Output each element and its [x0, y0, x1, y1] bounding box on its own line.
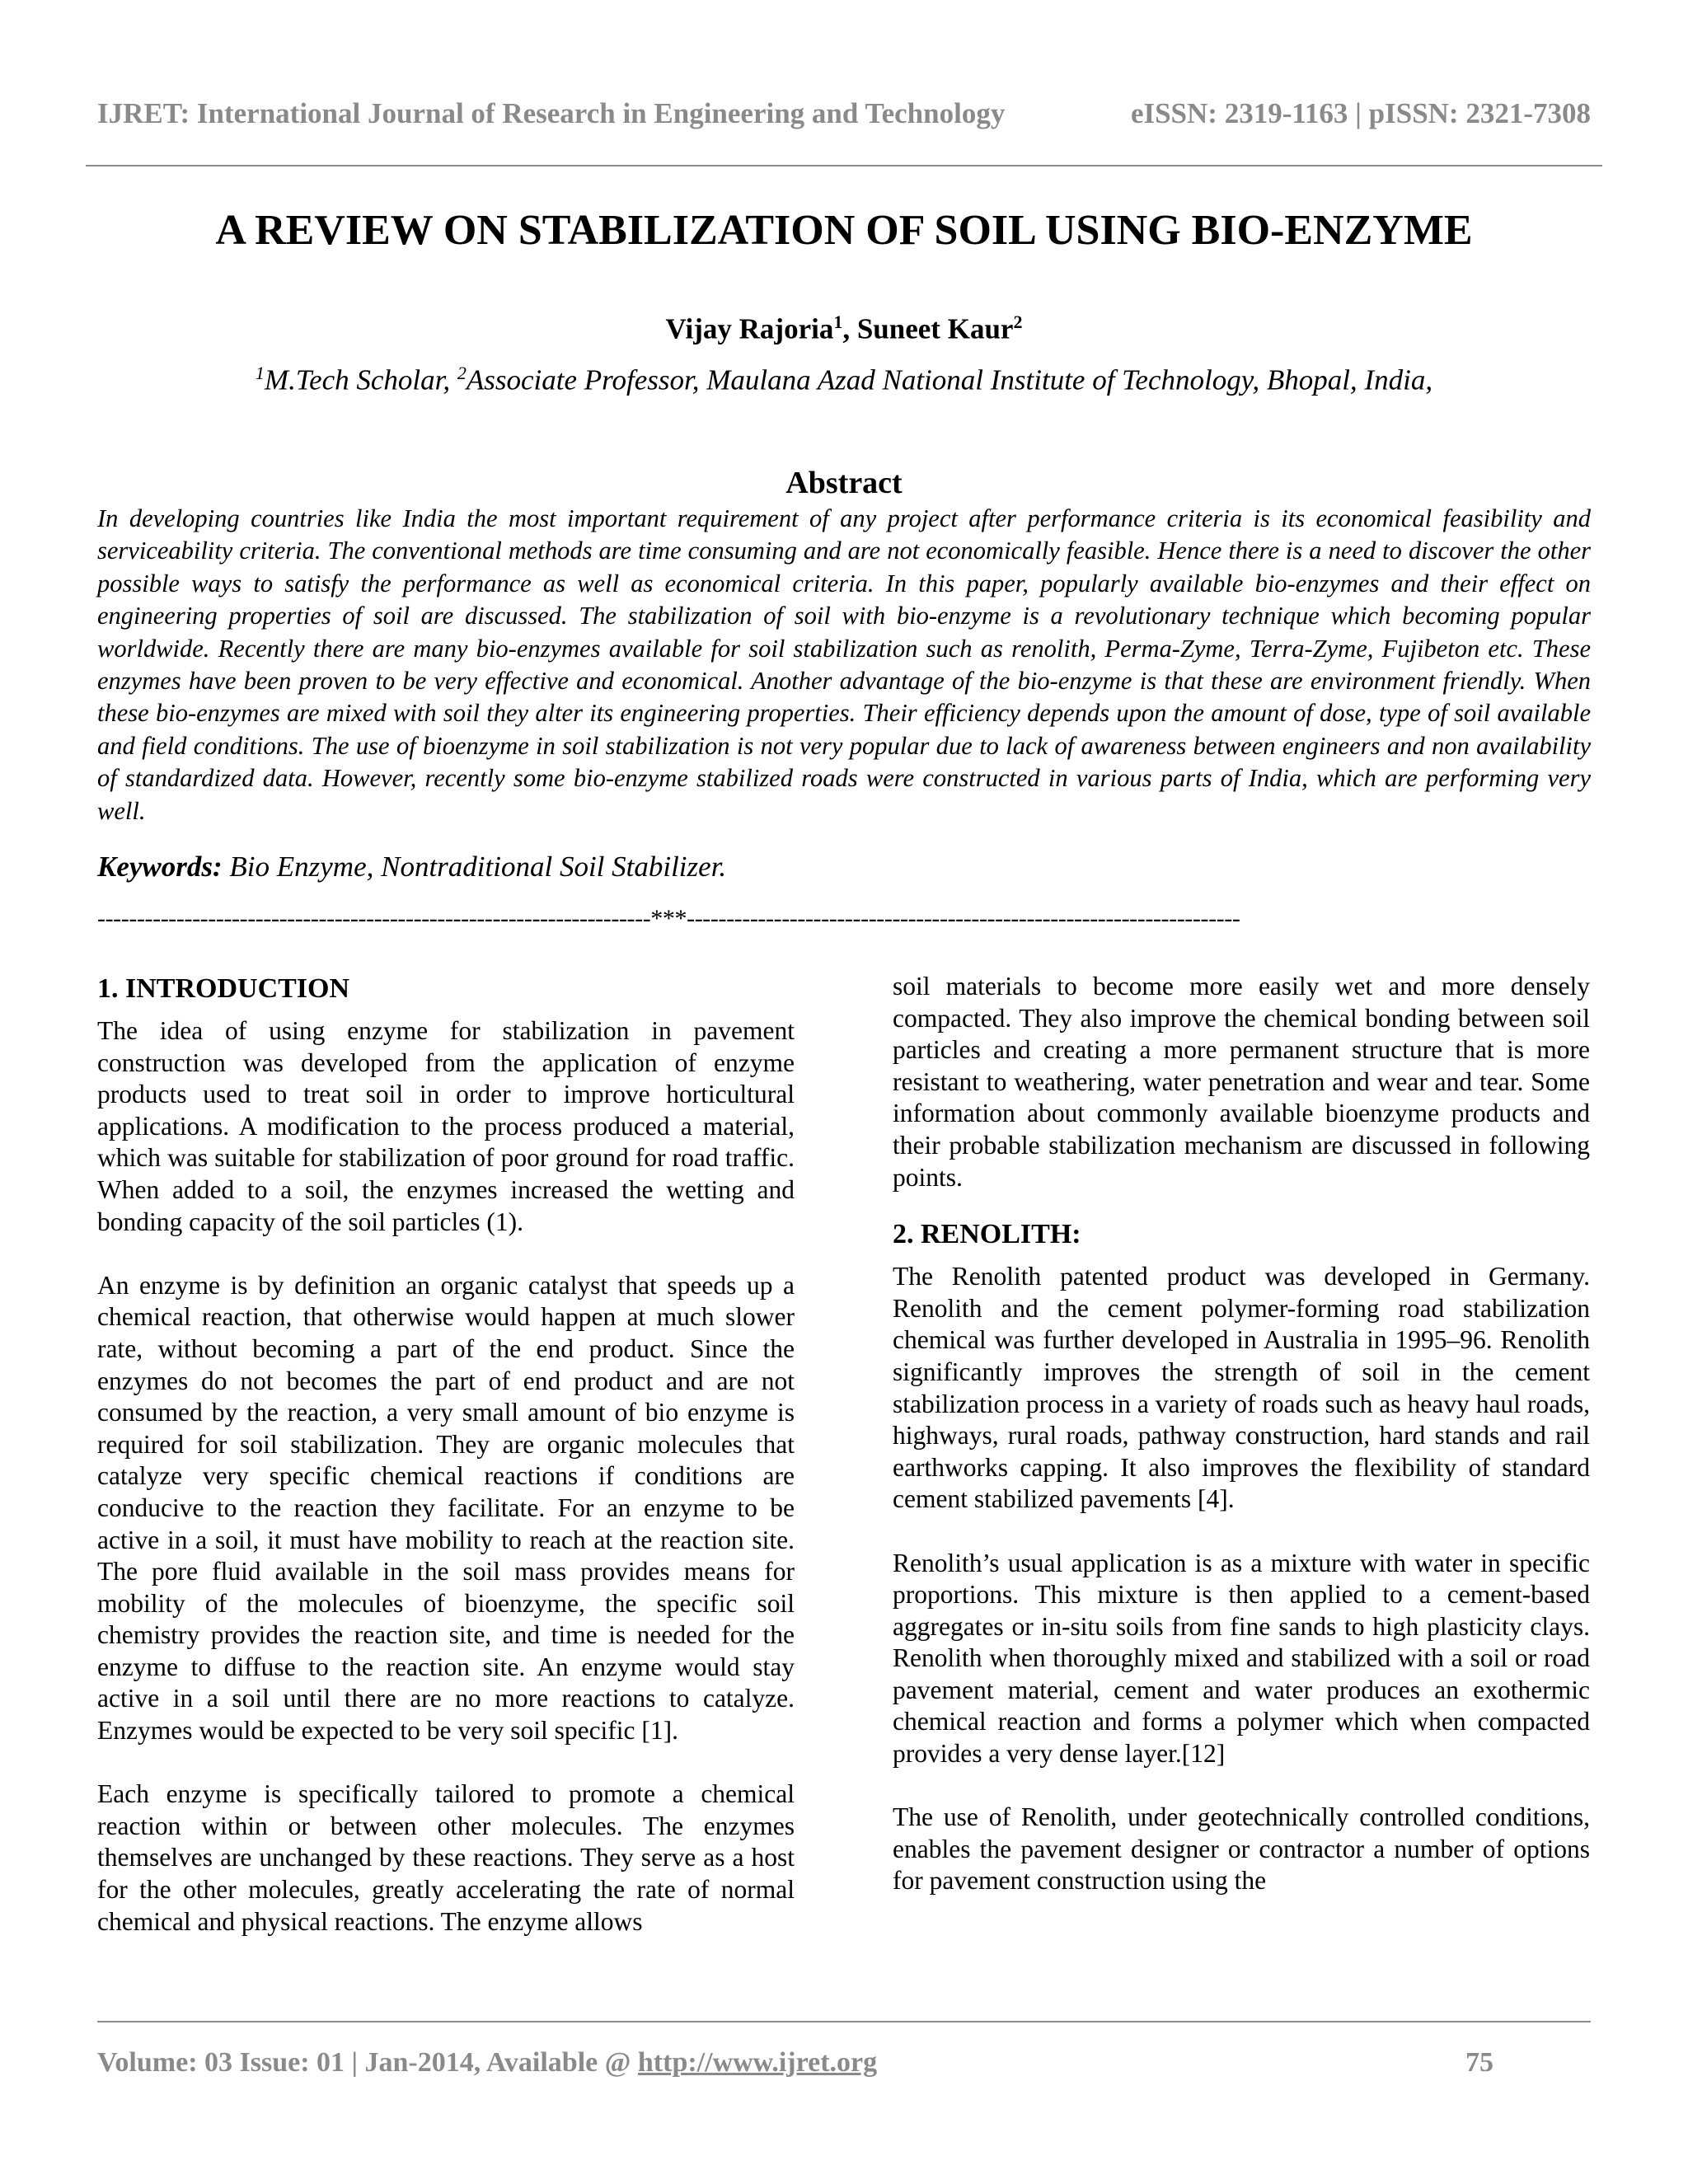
abstract-text: In developing countries like India the most important requirement of any project after performance criteria is its economical feasibility and serviceability criteria. The conventional methods are time consuming and are not economically feasible. Hence there is a need to discover the other possible ways to satisfy the performance as well as economical criteria. In this paper, popularly available bio-enzymes and their effect on engineering properties of soil are discussed. The stabilization of soil with bio-enzyme is a revolutionary technique which becoming popular worldwide. Recently there are many bio-enzymes available for soil stabilization such as renolith, Perma-Zyme, Terra-Zyme, Fujibeton etc. These enzymes have been proven to be very effective and economical. Another advantage of the bio-enzyme is that these are environment friendly. When these bio-enzymes are mixed with soil they alter its engineering properties. Their efficiency depends upon the amount of dose, type of soil available and field conditions. The use of bioenzyme in soil stabilization is not very popular due to lack of awareness between engineers and non availability of standardized data. However, recently some bio-enzyme stabilized roads were constructed in various parts of India, which are performing very well.: [97, 504, 1591, 825]
author-2: Suneet Kaur: [856, 312, 1014, 345]
renolith-paragraph-3: The use of Renolith, under geotechnically controlled conditions, enables the pavement designer or contractor a number of options for pavement construction using the: [893, 1802, 1590, 1896]
affiliation-role-1: M.Tech Scholar,: [264, 363, 457, 396]
keywords-text: Bio Enzyme, Nontraditional Soil Stabilizer.: [222, 851, 727, 883]
header-divider: [86, 165, 1602, 166]
page-number: 75: [1465, 2047, 1493, 2078]
renolith-paragraph-2: Renolith’s usual application is as a mixture with water in specific proportions. This mixture is then applied to a cement-based aggregates or in-situ soils from fine sands to high plasticity clays. Renolith when thoroughly mixed and stabilized with a soil or road pavement material, cement and water produces an exothermic chemical reaction and forms a polymer which when compacted provides a very dense layer.[12]: [893, 1548, 1590, 1769]
intro-paragraph-1: The idea of using enzyme for stabilization in pavement construction was developed from the application of enzyme products used to treat soil in order to improve horticultural applications. A modification to the process produced a material, which was suitable for stabilization of poor ground for road traffic. When added to a soil, the enzymes increased the wetting and bonding capacity of the soil particles (1).: [97, 1016, 795, 1236]
keywords: [97, 851, 1591, 883]
footer-text: Volume: 03 Issue: 01 | Jan-2014, Available @: [97, 2047, 638, 2078]
section-heading-renolith: 2. RENOLITH:: [893, 1219, 1081, 1250]
keywords-label: Keywords:: [97, 851, 223, 883]
author-2-mark: 2: [1013, 312, 1023, 332]
issn: eISSN: 2319-1163 | pISSN: 2321-7308: [1130, 97, 1591, 129]
journal-website-link[interactable]: http://www.ijret.org: [637, 2047, 878, 2078]
intro-paragraph-2: An enzyme is by definition an organic catalyst that speeds up a chemical reaction, that otherwise would happen at much slower rate, without becoming a part of the end product. Since the enzymes do not becomes the part of end product and are not consumed by the reaction, a very small amount of bio enzyme is required for soil stabilization. They are organic molecules that catalyze very specific chemical reactions if conditions are conducive to the reaction they facilitate. For an enzyme to be active in a soil, it must have mobility to reach at the reaction site. The pore fluid available in the soil mass provides means for mobility of the molecules of bioenzyme, the specific soil chemistry provides the reaction site, and time is needed for the enzyme to diffuse to the reaction site. An enzyme would stay active in a soil until there are no more reactions to catalyze. Enzymes would be expected to be very soil specific [1].: [97, 1270, 795, 1746]
paper-title: A REVIEW ON STABILIZATION OF SOIL USING BIO-ENZYME: [215, 207, 1473, 254]
journal-name: IJRET: International Journal of Research in Engineering and Technology: [97, 97, 1006, 129]
footer: [97, 2047, 1498, 2079]
renolith-paragraph-1: The Renolith patented product was developed in Germany. Renolith and the cement polymer-forming road stabilization chemical was further developed in Australia in 1995–96. Renolith significantly improves the strength of soil in the cement stabilization process in a variety of roads such as heavy haul roads, highways, rural roads, pathway construction, hard stands and rail earthworks capping. It also improves the flexibility of standard cement stabilized pavements [4].: [893, 1262, 1590, 1514]
authors: [0, 312, 1688, 346]
right-column: [893, 971, 1590, 1897]
intro-paragraph-3: Each enzyme is specifically tailored to promote a chemical reaction within or between other molecules. The enzymes themselves are unchanged by these reactions. They serve as a host for the other molecules, greatly accelerating the rate of normal chemical and physical reactions. The enzyme allows: [97, 1779, 795, 1936]
intro-continuation: soil materials to become more easily wet and more densely compacted. They also improve the chemical bonding between soil particles and creating a more permanent structure that is more resistant to weathering, water penetration and wear and tear. Some information about commonly available bioenzyme products and their probable stabilization mechanism are discussed in following points.: [893, 972, 1590, 1192]
running-header: [97, 97, 1591, 130]
affiliation-mark-2: 2: [457, 363, 467, 383]
footer-divider: [97, 2021, 1591, 2022]
affiliation: [0, 363, 1688, 397]
abstract-heading: Abstract: [785, 466, 903, 500]
author-1-mark: 1: [833, 312, 843, 332]
section-heading-introduction: 1. INTRODUCTION: [97, 973, 350, 1004]
left-column: [97, 972, 795, 1938]
author-separator: ,: [842, 312, 857, 345]
affiliation-role-2: Associate Professor, Maulana Azad National Institute of Technology, Bhopal, India,: [466, 363, 1433, 396]
author-1: Vijay Rajoria: [665, 312, 834, 345]
section-separator: ----------------------------------------------------------------------***----------------------------------------------------------------------: [97, 905, 1240, 932]
affiliation-mark-1: 1: [255, 363, 265, 383]
